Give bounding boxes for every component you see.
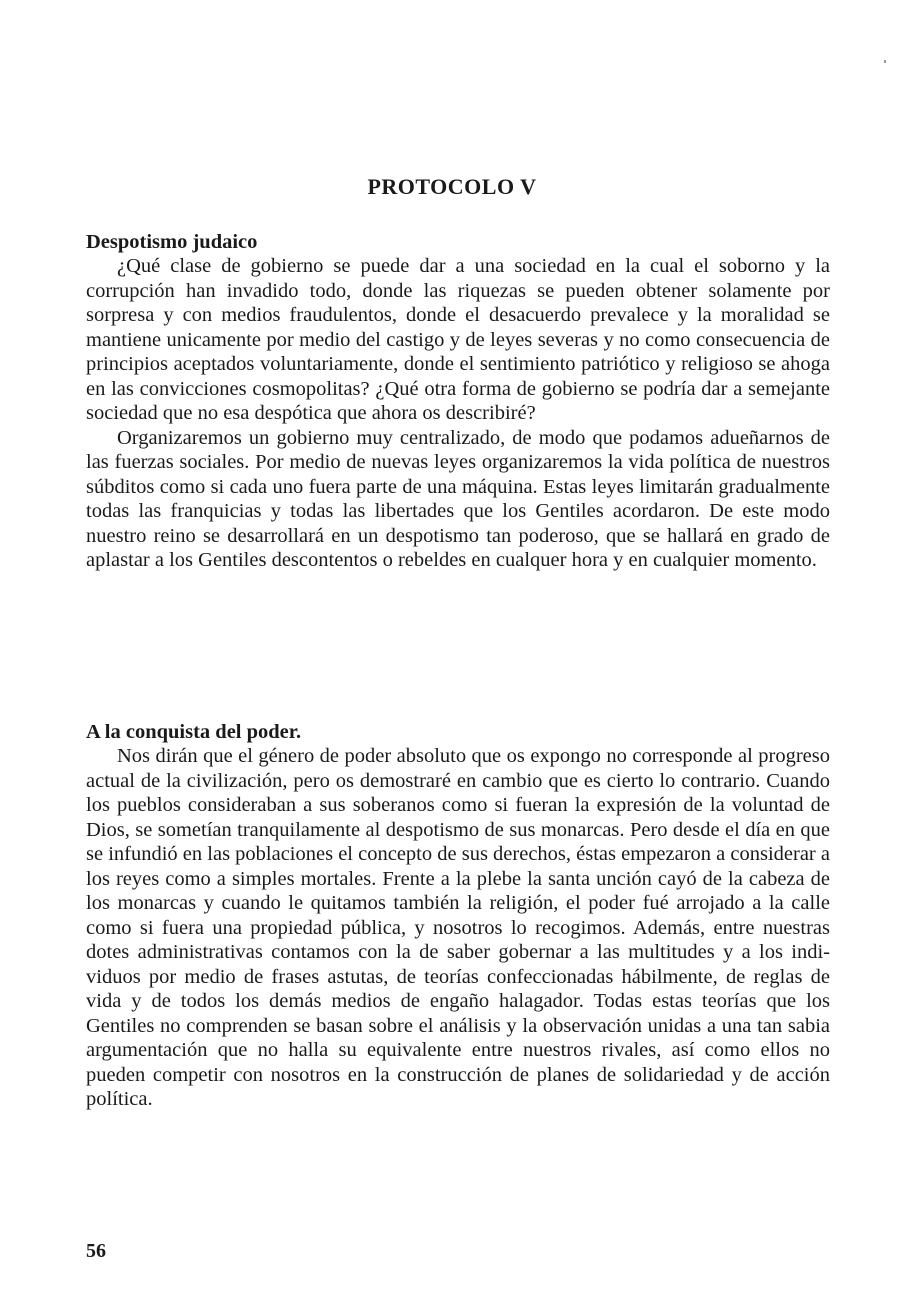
scan-speck bbox=[884, 60, 886, 63]
section-conquista bbox=[86, 720, 830, 1112]
paragraph: Organizaremos un gobierno muy centralizado, de modo que podamos adueñarnos de las fuerzas sociales. Por medio de nuevas leyes organizaremos la vida política de nuestros súbditos como si cada uno fuera parte de una máquina. Estas leyes limitarán gradualmente todas las franquicias y todas las libertades que los Gentiles acordaron. De este modo nuestro reino se desarrollará en un despotismo tan poderoso, que se hallará en grado de aplastar a los Gentiles descontentos o rebeldes en cualquer hora y en cualquier momento. bbox=[86, 426, 830, 571]
paragraph: Nos dirán que el género de poder absoluto que os expongo no corresponde al progreso actual de la civilización, pero os demostraré en cambio que es cierto lo contrario. Cuando los pueblos consideraban a sus soberanos como si fueran la expresión de la voluntad de Dios, se sometían tranquilamente al despotismo de sus monarcas. Pero desde el día en que se infundió en las poblaciones el concepto de sus derechos, éstas empezaron a considerar a los reyes como a simples mortales. Frente a la plebe la santa unción cayó de la cabeza de los monarcas y cuando le quitamos también la religión, el poder fué arrojado a la calle como si fuera una propiedad pública, y nosotros lo recogimos. Además, entre nuestras dotes administrativas contamos con la de saber gobernar a las multitudes y a los individuos por medio de frases astutas, de teorías confeccionadas hábilmente, de reglas de vida y de todos los demás medios de engaño halagador. Todas estas teorías que los Gentiles no comprenden se basan sobre el análisis y la observación unidas a una tan sabia argumentación que no halla su equivalente entre nuestros rivales, así como ellos no pueden competir con nosotros en la construcción de planes de solidariedad y de acción política. bbox=[86, 745, 830, 1110]
paragraph: ¿Qué clase de gobierno se puede dar a una sociedad en la cual el soborno y la corrupción han invadido todo, donde las riquezas se pueden obtener solamente por sorpresa y con medios fraudulentos, donde el desacuerdo prevalece y la moralidad se mantiene unicamente por medio del castigo y de leyes severas y no como consecuencia de principios aceptados voluntariamente, donde el sentimiento patriótico y religioso se ahoga en las convicciones cosmopolitas? ¿Qué otra forma de gobierno se podría dar a semejante sociedad que no esa despótica que ahora os describiré? bbox=[86, 255, 830, 424]
section-heading: A la conquista del poder. bbox=[86, 721, 302, 743]
section-heading: Despotismo judaico bbox=[86, 231, 258, 253]
page-number: 56 bbox=[86, 1240, 106, 1262]
section-despotismo bbox=[86, 230, 830, 573]
chapter-title: PROTOCOLO V bbox=[367, 174, 537, 199]
